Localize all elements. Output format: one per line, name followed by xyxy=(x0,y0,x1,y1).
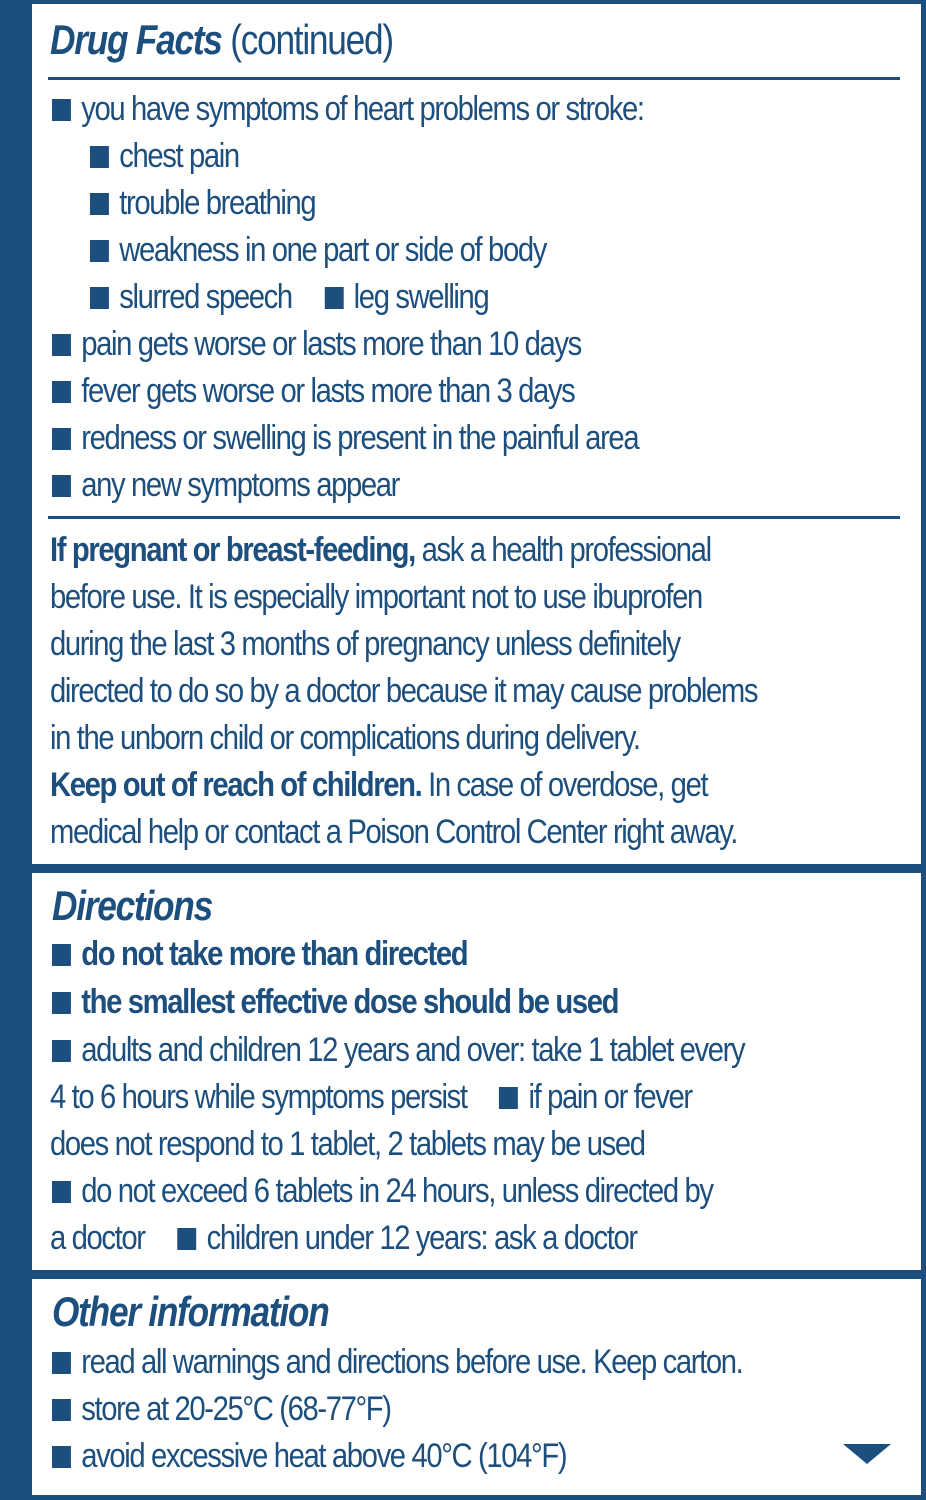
section-band xyxy=(0,1270,926,1279)
square-bullet-icon xyxy=(52,1040,71,1062)
text-line: during the last 3 months of pregnancy unless definitely xyxy=(50,625,680,663)
list-item: do not take more than directed xyxy=(52,934,467,974)
square-bullet-icon xyxy=(52,1181,71,1203)
square-bullet-icon xyxy=(499,1087,518,1109)
list-item: do not exceed 6 tablets in 24 hours, unless directed by xyxy=(52,1171,713,1211)
square-bullet-icon xyxy=(52,992,71,1014)
section-band xyxy=(0,864,926,873)
text-line: directed to do so by a doctor because it may cause problems xyxy=(50,672,758,710)
square-bullet-icon xyxy=(52,1352,71,1374)
list-item: the smallest effective dose should be used xyxy=(52,982,618,1022)
down-arrow-icon xyxy=(843,1444,891,1464)
list-item: trouble breathing xyxy=(90,183,315,223)
drug-facts-subtitle: (continued) xyxy=(230,16,393,63)
square-bullet-icon xyxy=(52,475,71,497)
square-bullet-icon xyxy=(52,1446,71,1468)
list-item: you have symptoms of heart problems or stroke: xyxy=(52,89,644,129)
square-bullet-icon xyxy=(90,193,109,215)
square-bullet-icon xyxy=(177,1228,196,1250)
list-item: avoid excessive heat above 40°C (104°F) xyxy=(52,1436,566,1476)
text-line: 4 to 6 hours while symptoms persist if pain or fever xyxy=(50,1078,692,1116)
list-item: store at 20-25°C (68-77°F) xyxy=(52,1389,391,1429)
drug-facts-heading xyxy=(50,16,393,64)
square-bullet-icon xyxy=(90,146,109,168)
other-information-heading: Other information xyxy=(52,1288,329,1335)
list-item: read all warnings and directions before use. Keep carton. xyxy=(52,1342,742,1382)
text-line: in the unborn child or complications during delivery. xyxy=(50,719,640,757)
square-bullet-icon xyxy=(52,334,71,356)
list-item: pain gets worse or lasts more than 10 days xyxy=(52,324,581,364)
keep-out-paragraph: Keep out of reach of children. In case of overdose, get xyxy=(50,766,708,804)
square-bullet-icon xyxy=(52,1399,71,1421)
list-item: chest pain xyxy=(90,136,239,176)
square-bullet-icon xyxy=(52,99,71,121)
divider xyxy=(48,77,900,80)
square-bullet-icon xyxy=(324,287,343,309)
pregnancy-paragraph: If pregnant or breast-feeding, ask a health professional xyxy=(50,531,711,569)
text-line: a doctor children under 12 years: ask a doctor xyxy=(50,1219,637,1257)
list-item: weakness in one part or side of body xyxy=(90,230,546,270)
square-bullet-icon xyxy=(90,287,109,309)
drug-facts-title: Drug Facts xyxy=(50,16,222,63)
text-line: before use. It is especially important not to use ibuprofen xyxy=(50,578,702,616)
list-item: slurred speech leg swelling xyxy=(90,277,488,317)
text-line: medical help or contact a Poison Control Center right away. xyxy=(50,813,738,851)
divider xyxy=(48,516,900,519)
text-line: does not respond to 1 tablet, 2 tablets may be used xyxy=(50,1125,645,1163)
square-bullet-icon xyxy=(52,381,71,403)
list-item: adults and children 12 years and over: take 1 tablet every xyxy=(52,1030,744,1070)
list-item: redness or swelling is present in the painful area xyxy=(52,418,638,458)
square-bullet-icon xyxy=(52,944,71,966)
list-item: fever gets worse or lasts more than 3 days xyxy=(52,371,574,411)
square-bullet-icon xyxy=(52,428,71,450)
list-item: any new symptoms appear xyxy=(52,465,399,505)
square-bullet-icon xyxy=(90,240,109,262)
directions-heading: Directions xyxy=(52,882,212,929)
